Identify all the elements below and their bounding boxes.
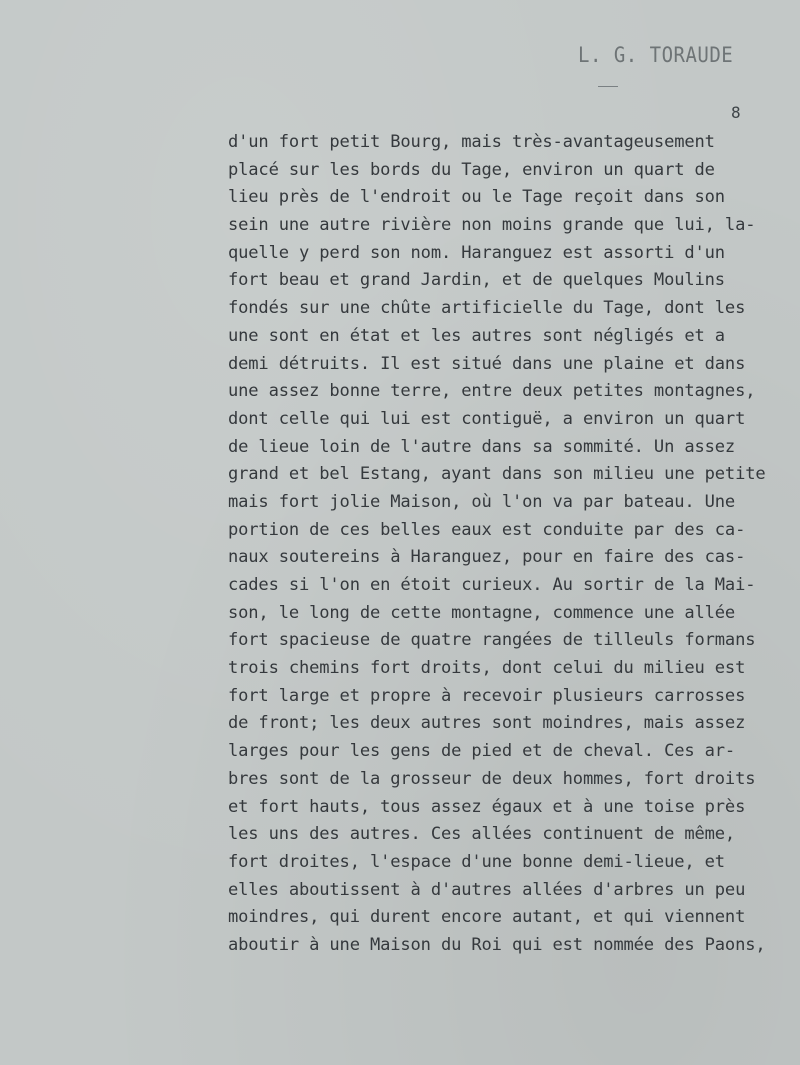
author-stamp: L. G. TORAUDE (578, 43, 734, 68)
text-line: fort large et propre à recevoir plusieurs carrosses (228, 685, 746, 706)
text-line: fort beau et grand Jardin, et de quelques Moulins (228, 270, 725, 291)
text-line: une assez bonne terre, entre deux petites montagnes, (228, 381, 756, 402)
text-line: et fort hauts, tous assez égaux et à une toise près (228, 796, 746, 817)
text-line: sein une autre rivière non moins grande que lui, la- (228, 215, 756, 236)
text-line: de lieue loin de l'autre dans sa sommité. Un assez (228, 436, 736, 457)
text-line: aboutir à une Maison du Roi qui est nommée des Paons, (228, 934, 766, 955)
text-line: naux soutereins à Haranguez, pour en faire des cas- (228, 547, 746, 568)
stamp-mark (598, 86, 618, 87)
text-line: fondés sur une chûte artificielle du Tage, dont les (228, 298, 746, 319)
text-line: d'un fort petit Bourg, mais très-avantageusement (228, 132, 715, 152)
text-line: elles aboutissent à d'autres allées d'arbres un peu (228, 879, 746, 900)
text-line: mais fort jolie Maison, où l'on va par bateau. Une (228, 491, 736, 512)
text-line: lieu près de l'endroit ou le Tage reçoit dans son (228, 187, 725, 208)
typed-text-block (228, 129, 800, 960)
text-line: moindres, qui durent encore autant, et qui viennent (228, 907, 746, 928)
text-line: fort spacieuse de quatre rangées de tilleuls formans (228, 630, 756, 651)
text-line: une sont en état et les autres sont négligés et a (228, 325, 725, 346)
text-line: fort droites, l'espace d'une bonne demi-lieue, et (228, 851, 725, 872)
text-line: dont celle qui lui est contiguë, a environ un quart (228, 408, 746, 429)
text-line: portion de ces belles eaux est conduite par des ca- (228, 519, 746, 540)
text-line: demi détruits. Il est situé dans une plaine et dans (228, 353, 746, 374)
text-line: placé sur les bords du Tage, environ un quart de (228, 159, 715, 180)
text-line: grand et bel Estang, ayant dans son milieu une petite (228, 464, 766, 485)
text-line: les uns des autres. Ces allées continuent de même, (228, 824, 736, 845)
text-line: bres sont de la grosseur de deux hommes, fort droits (228, 768, 756, 789)
text-line: son, le long de cette montagne, commence une allée (228, 602, 736, 623)
page-number: 8 (731, 103, 741, 122)
text-line: quelle y perd son nom. Haranguez est assorti d'un (228, 242, 725, 263)
text-line: larges pour les gens de pied et de cheval. Ces ar- (228, 741, 736, 762)
text-line: de front; les deux autres sont moindres, mais assez (228, 713, 746, 734)
text-line: trois chemins fort droits, dont celui du milieu est (228, 658, 746, 679)
text-line: cades si l'on en étoit curieux. Au sortir de la Mai- (228, 575, 756, 595)
